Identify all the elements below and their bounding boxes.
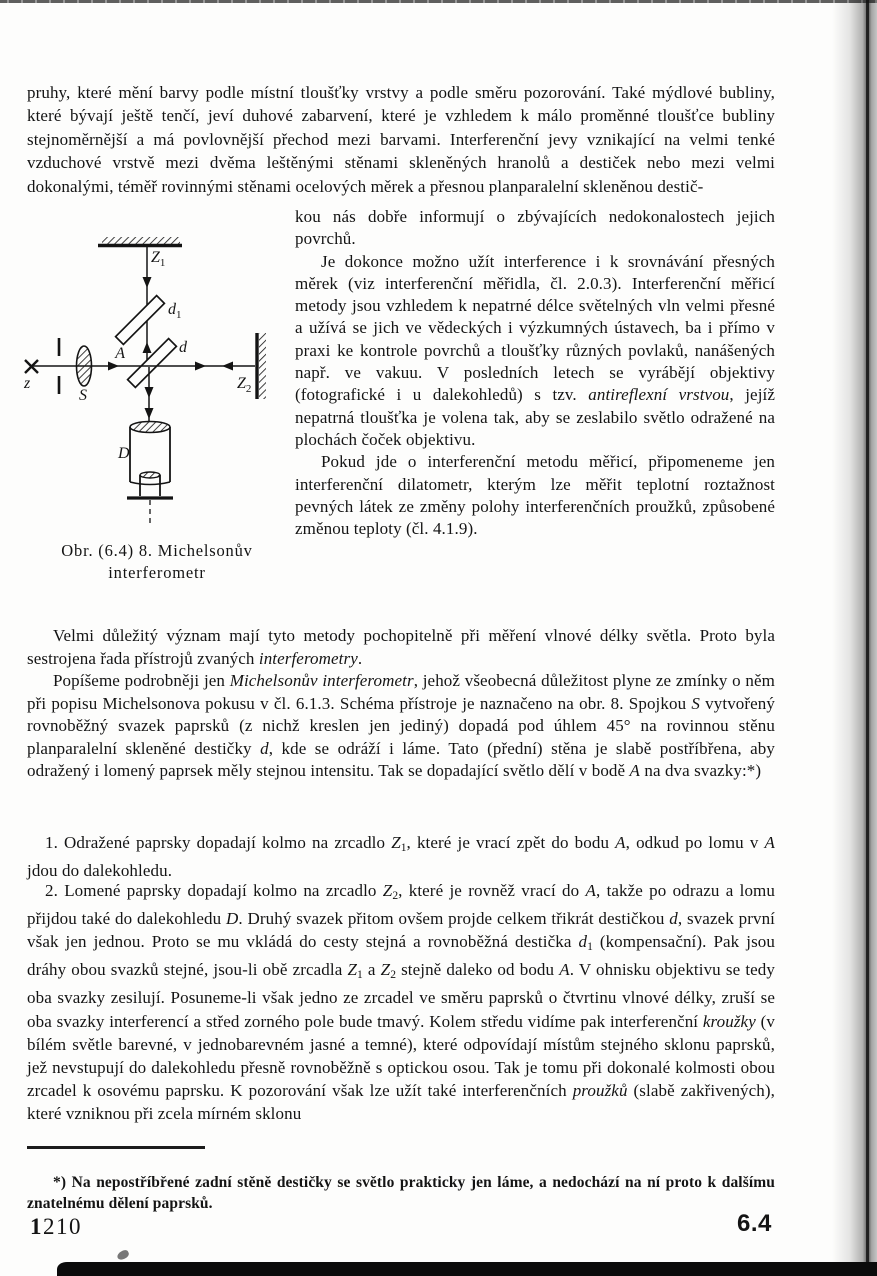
label-d: d bbox=[179, 339, 187, 356]
figure-michelson-interferometer bbox=[23, 236, 291, 584]
arrow-down-icon bbox=[145, 408, 154, 419]
label-z1: $Z_1$ bbox=[151, 249, 166, 269]
paragraph-continuation: kou nás dobře informují o zbývajících nedokonalostech jejich povrchů. bbox=[295, 207, 775, 249]
scan-binding-shadow bbox=[832, 0, 877, 1276]
label-a: A bbox=[115, 345, 125, 362]
page-number: 1210 bbox=[30, 1214, 82, 1239]
arrow-left-icon bbox=[222, 362, 233, 371]
label-d-telescope: D bbox=[118, 445, 130, 462]
label-z2: $Z_2$ bbox=[237, 375, 252, 395]
arrow-up-icon bbox=[143, 342, 152, 353]
arrow-down-icon bbox=[143, 277, 152, 288]
scan-edge-bottom bbox=[57, 1262, 877, 1276]
footnote: *) Na nepostříbřené zadní stěně destičky se světlo prakticky jen láme, a nedochází na ní proto k dalšímu znatelnému dělení paprsků. bbox=[27, 1173, 775, 1212]
lens-s bbox=[77, 346, 92, 386]
label-z-source: z bbox=[24, 375, 31, 392]
section-number: 6.4 bbox=[737, 1210, 772, 1237]
arrow-down-icon bbox=[145, 387, 154, 398]
paragraph-wavelength: Velmi důležitý význam mají tyto metody pochopitelně při měření vlnové délky světla. Proto byla sestrojena řada přístrojů zvaných interferometry. bbox=[27, 626, 775, 669]
list-item-1: 1. Odražené paprsky dopadají kolmo na zrcadlo Z1, které je vrací zpět do bodu A, odkud po lomu v A jdou do dalekohledu. bbox=[27, 833, 776, 881]
mirror-z1 bbox=[98, 237, 182, 246]
plate-d1 bbox=[116, 296, 165, 345]
list-item-2: 2. Lomené paprsky dopadají kolmo na zrcadlo Z2, které je rovněž vrací do A, takže po odrazu a lomu přijdou také do dalekohledu D. Druhý svazek přitom ovšem projde celkem třikrát destičkou d, svazek první však jen jednou. Proto se mu vkládá do cesty stejná a rovnoběžná destička d1 (kompensační). Pak jsou dráhy obou svazků stejné, jsou-li obě zrcadla Z1 a Z2 stejně daleko od bodu A. V ohnisku objektivu se tedy oba svazky zesilují. Posuneme-li však jedno ze zrcadel ve směru paprsků o čtvrtinu vlnové délky, zruší se oba svazky interferencí a střed zorného pole bude tmavý. Kolem středu vidíme pak interferenční kroužky (v bílém světle barevné, v jednobarevném jasné a temné), které odpovídají místům stejného sklonu paprsků, jež nevstupují do dalekohledu přesně rovnoběžně s optickou osou. Tak je tomu při dokonalé kolmosti obou zrcadel k osovému paprsku. K pozorování však lze užít také interferenčních proužků (slabě zakřivených), které vzniknou při zcela mírném sklonu bbox=[27, 881, 776, 1124]
label-s: S bbox=[79, 387, 87, 404]
arrow-right-icon bbox=[195, 362, 206, 371]
footnote-rule bbox=[27, 1146, 205, 1149]
figure-caption bbox=[23, 540, 291, 584]
label-d1: $d_1$ bbox=[168, 301, 182, 321]
arrow-right-icon bbox=[108, 362, 119, 371]
paragraph-dilatometer: Pokud jde o interferenční metodu měřicí, připomeneme jen interferenční dilatometr, kterým lze měřit teplotní roztažnost pevných látek ze změny polohy interferenčních proužků, způsobené změnou teploty (čl. 4.1.9). bbox=[295, 452, 775, 539]
telescope-d bbox=[127, 422, 173, 525]
interferometer-diagram bbox=[23, 236, 291, 528]
paragraph-intro: pruhy, které mění barvy podle místní tloušťky vrstvy a podle směru pozorování. Také mýdlové bubliny, které bývají ještě tenčí, jeví duhové zabarvení, které je vzhledem k málo proměnné tloušťce bubliny stejnoměrnější a má povlovnější přechod mezi barvami. Interferenční jevy vznikající na velmi tenké vzduchové vrstvě mezi dvěma leštěnými stěnami skleněných hranolů a destiček nebo mezi velmi dokonalými, téměř rovinnými stěnami ocelových měrek a přesnou planparalelní skleněnou destič- bbox=[27, 83, 775, 196]
scan-speck bbox=[116, 1249, 130, 1261]
scan-edge-top bbox=[0, 0, 877, 3]
mirror-z2 bbox=[257, 333, 266, 399]
paragraph-michelson-description: Popíšeme podrobněji jen Michelsonův interferometr, jehož všeobecná důležitost plyne ze zmínky o něm při popisu Michelsonova pokusu v čl. 6.1.3. Schéma přístroje je naznačeno na obr. 8. Spojkou S vytvořený rovnoběžný svazek paprsků (z nichž kreslen jen jediný) dopadá pod úhlem 45° na rovinnou stěnu planparalelní skleněné destičky d, kde se odráží i láme. Tato (přední) stěna je slabě postříbřena, aby odražený i lomený paprsek měly stejnou intensitu. Tak se dopadající světlo dělí v bodě A na dva svazky:*) bbox=[27, 671, 775, 781]
paragraph-interference-comparison: Je dokonce možno užít interference i k srovnávání přesných měrek (viz interferenční měřidla, čl. 2.0.3). Interferenční měřicí metody jsou vzhledem k nepatrné délce světelných vln velmi přesné a užívá se jich ve vědeckých i výzkumných ústavech, ba i přímo v praxi ke kontrole povrchů a tloušťky různých povlaků, nanášených např. ve vakuu. V posledních letech se vyrábějí objektivy (fotografické i u dalekohledů) s tzv. antireflexní vrstvou, jejíž nepatrná tloušťka je volena tak, aby se zeslabilo světlo odražené na plochách čoček objektivu. bbox=[295, 251, 775, 449]
figure-caption-line2: interferometr bbox=[108, 563, 206, 582]
scan-page-edge-line bbox=[866, 0, 869, 1276]
plate-d-beamsplitter bbox=[128, 339, 177, 388]
figure-caption-line1: Obr. (6.4) 8. Michelsonův bbox=[61, 541, 253, 560]
text-column-right bbox=[295, 206, 775, 540]
